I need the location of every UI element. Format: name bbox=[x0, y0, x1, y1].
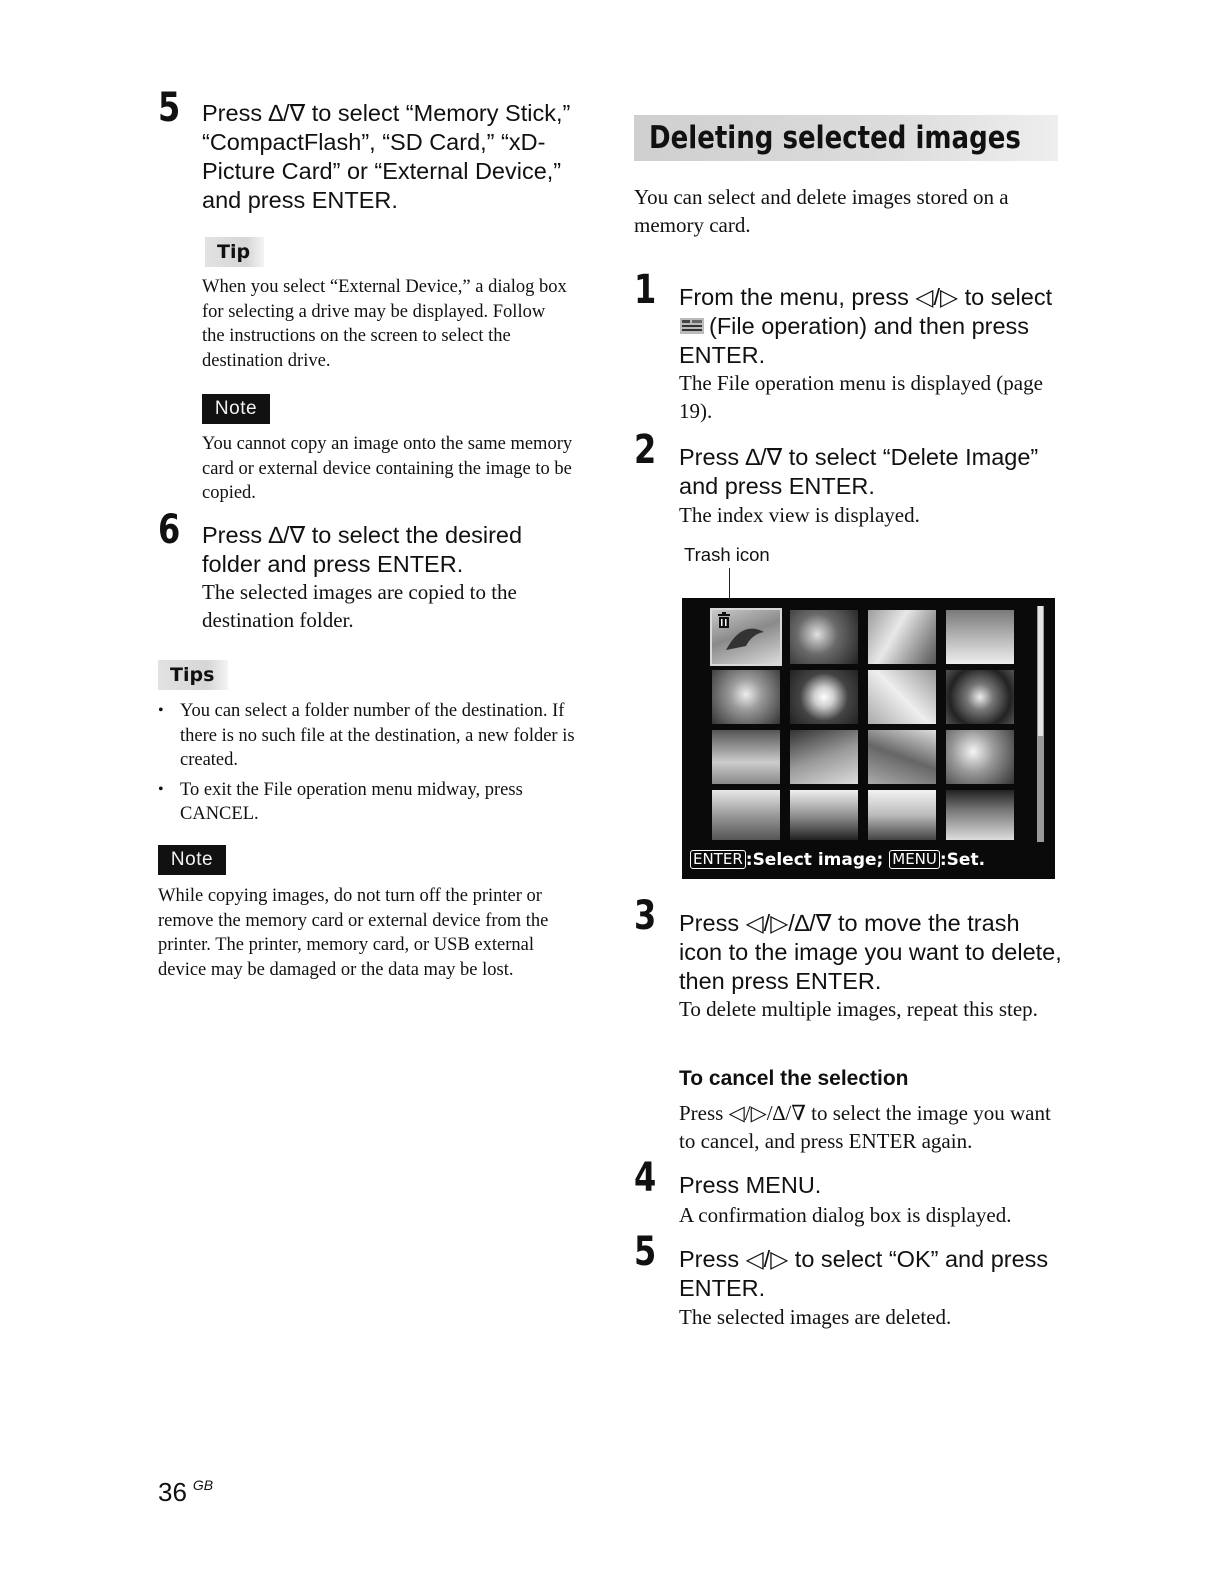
step-body: The index view is displayed. bbox=[679, 503, 920, 527]
page-number-value: 36 bbox=[158, 1477, 187, 1507]
thumbnail-foliage bbox=[868, 670, 936, 724]
step-body: The selected images are copied to the destination folder. bbox=[202, 580, 517, 632]
cancel-selection-heading: To cancel the selection bbox=[679, 1067, 909, 1090]
step-number: 4 bbox=[634, 1155, 657, 1201]
step-body: The selected images are deleted. bbox=[679, 1305, 952, 1329]
tip-text: When you select “External Device,” a dialog box for selecting a drive may be displayed. Follow the instructions on the screen to select the destination drive. bbox=[202, 277, 567, 371]
screen-status-bar bbox=[690, 849, 985, 871]
status-text-set: :Set. bbox=[939, 850, 986, 870]
page-number bbox=[158, 1470, 213, 1507]
index-view-screen bbox=[682, 598, 1055, 879]
thumbnail-grass bbox=[712, 730, 780, 784]
step-body: The File operation menu is displayed (page 19). bbox=[679, 371, 1043, 423]
menu-key-label: MENU bbox=[889, 850, 940, 869]
step-heading: Press ◁/▷ to select “OK” and press ENTER. bbox=[679, 1246, 1049, 1301]
step-body: To delete multiple images, repeat this step. bbox=[679, 997, 1038, 1021]
step-heading-suffix: (File operation) and then press ENTER. bbox=[679, 313, 1030, 368]
thumbnail-blossom bbox=[946, 730, 1014, 784]
page-number-suffix: GB bbox=[192, 1477, 214, 1493]
section-intro: You can select and delete images stored on a memory card. bbox=[634, 185, 1009, 237]
list-item: • To exit the File operation menu midway, press CANCEL. bbox=[158, 778, 583, 827]
note-label: Note bbox=[202, 394, 270, 424]
scrollbar[interactable] bbox=[1037, 606, 1044, 842]
tips-list bbox=[158, 699, 583, 832]
thumbnail-dandelion bbox=[790, 670, 858, 724]
thumbnail-bicycle bbox=[868, 610, 936, 664]
status-text-select: :Select image; bbox=[745, 850, 884, 870]
thumbnail-bloom bbox=[712, 670, 780, 724]
cancel-selection-body: Press ◁/▷/∆/∇ to select the image you want to cancel, and press ENTER again. bbox=[679, 1101, 1051, 1153]
thumbnail-house bbox=[712, 790, 780, 840]
thumbnail-pots bbox=[946, 610, 1014, 664]
step-number: 1 bbox=[634, 267, 657, 313]
trash-icon-callout-label: Trash icon bbox=[684, 544, 770, 565]
thumbnail-branches bbox=[868, 730, 936, 784]
tip-label: Tip bbox=[205, 237, 264, 267]
list-item: • You can select a folder number of the destination. If there is no such file at the destination, a new folder is created. bbox=[158, 699, 583, 773]
file-operation-icon bbox=[679, 314, 705, 334]
step-heading: Press ∆/∇ to select “Memory Stick,” “CompactFlash”, “SD Card,” “xD-Picture Card” or “External Device,” and press ENTER. bbox=[202, 100, 571, 213]
thumbnail-sunflower bbox=[946, 670, 1014, 724]
step-heading bbox=[679, 283, 1064, 370]
thumbnail-tree bbox=[946, 790, 1014, 840]
enter-key-label: ENTER bbox=[690, 850, 746, 869]
thumbnail-flowers bbox=[790, 610, 858, 664]
step-heading: Press MENU. bbox=[679, 1172, 822, 1198]
step-number: 2 bbox=[634, 427, 657, 473]
note-text: While copying images, do not turn off the printer or remove the memory card or external device from the printer. The printer, memory card, or USB external device may be damaged or the data may be lost. bbox=[158, 886, 549, 980]
tips-label: Tips bbox=[158, 660, 228, 690]
step-body: A confirmation dialog box is displayed. bbox=[679, 1203, 1012, 1227]
note-text: You cannot copy an image onto the same memory card or external device containing the image to be copied. bbox=[202, 434, 573, 503]
step-number: 5 bbox=[634, 1229, 657, 1275]
step-heading: Press ◁/▷/∆/∇ to move the trash icon to the image you want to delete, then press ENTER. bbox=[679, 910, 1062, 994]
step-heading: Press ∆/∇ to select “Delete Image” and press ENTER. bbox=[679, 444, 1039, 499]
step-number: 5 bbox=[158, 85, 181, 131]
step-number: 3 bbox=[634, 893, 657, 939]
thumbnail-plants bbox=[790, 730, 858, 784]
section-title: Deleting selected images bbox=[649, 120, 1021, 156]
step-heading-prefix: From the menu, press ◁/▷ to select bbox=[679, 284, 1053, 310]
section-title-bar bbox=[634, 115, 1058, 161]
scrollbar-thumb[interactable] bbox=[1038, 606, 1043, 736]
trash-icon bbox=[716, 611, 732, 634]
thumbnail-sky bbox=[790, 790, 858, 840]
note-label: Note bbox=[158, 845, 226, 875]
thumbnail-pier bbox=[868, 790, 936, 840]
step-heading: Press ∆/∇ to select the desired folder and press ENTER. bbox=[202, 522, 523, 577]
step-number: 6 bbox=[158, 507, 181, 553]
